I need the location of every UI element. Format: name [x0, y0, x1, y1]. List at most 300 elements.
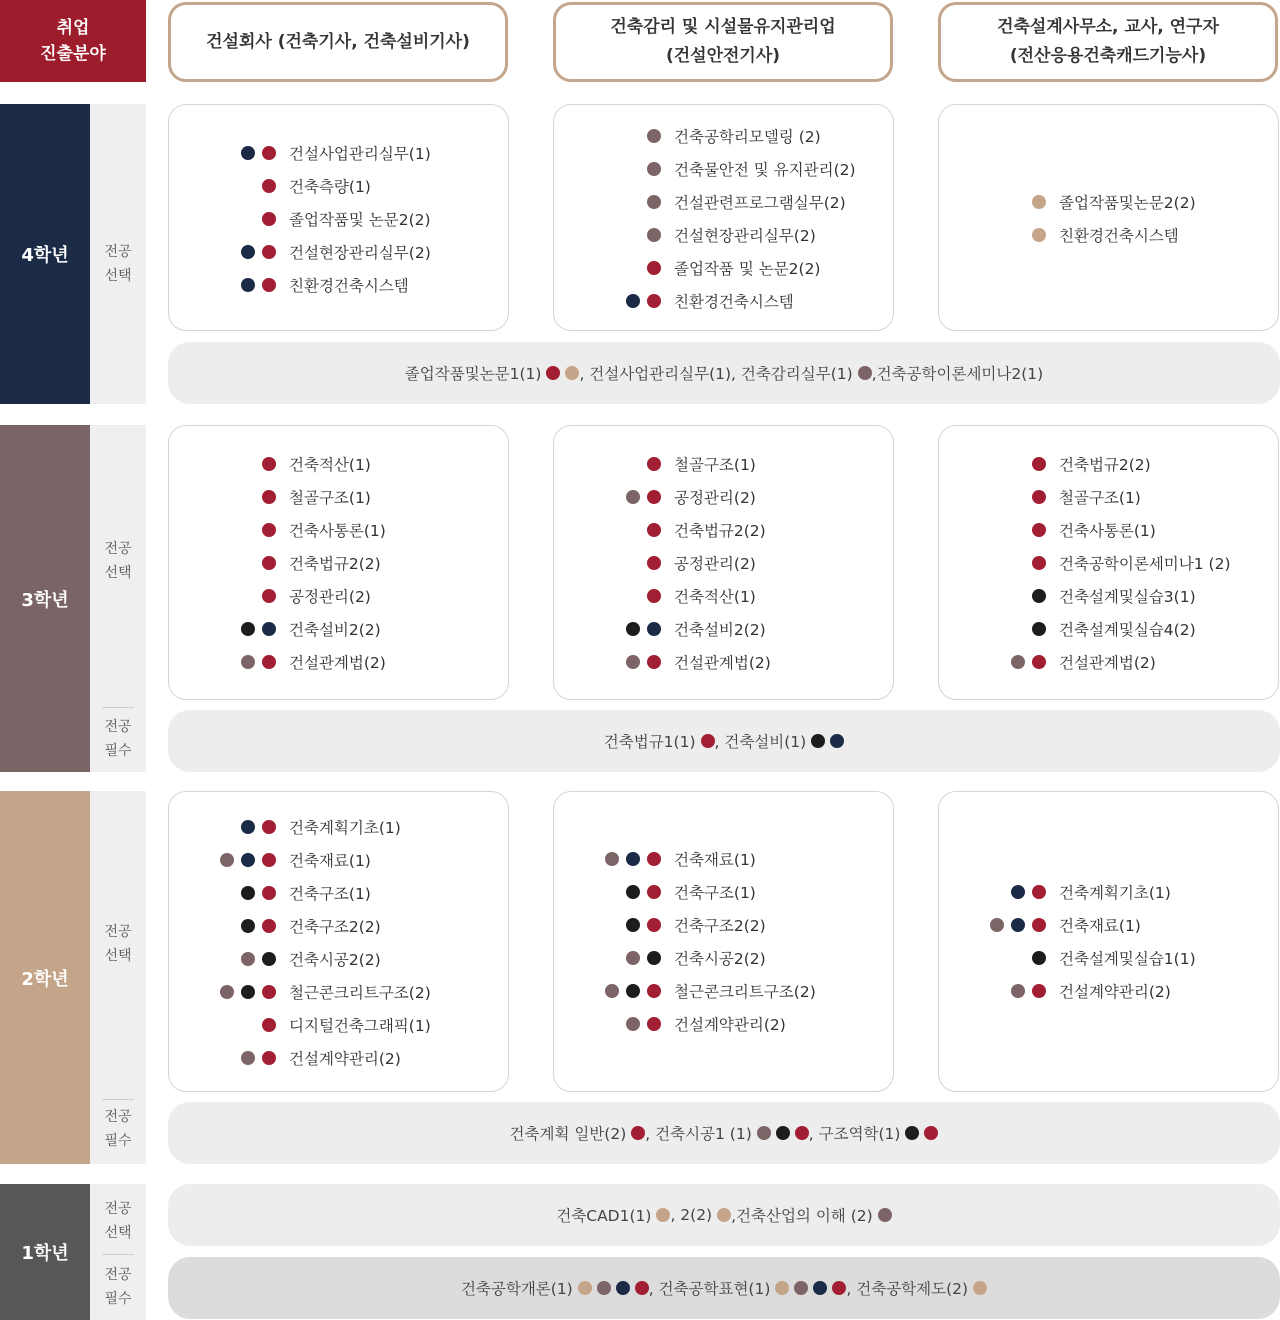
red-dot-icon [795, 1126, 809, 1140]
course-name: 공정관리(2) [289, 588, 371, 606]
field-construction-company [168, 2, 508, 82]
course-item [289, 514, 386, 546]
course-item [1059, 975, 1171, 1007]
black-dot-icon [1032, 951, 1046, 965]
year-label: 3학년 [21, 589, 69, 611]
mauve-dot-icon [220, 853, 234, 867]
year-1-label [0, 1184, 90, 1320]
black-dot-icon [776, 1126, 790, 1140]
year-3-subcolumn [90, 425, 146, 772]
course-item [674, 843, 756, 875]
course-item [674, 876, 756, 908]
black-dot-icon [241, 886, 255, 900]
course-name: 건축설계및실습4(2) [1059, 621, 1196, 639]
course-name: 건축법규2(2) [674, 522, 766, 540]
course-item [289, 943, 381, 975]
course-name: 건축계획기초(1) [1059, 884, 1171, 902]
course-name: ,건축공학이론세미나2(1) [871, 365, 1044, 383]
course-item [289, 976, 431, 1008]
course-segment [645, 1122, 809, 1144]
course-track-dots [619, 909, 674, 941]
course-item [1059, 613, 1196, 645]
course-item [674, 547, 756, 579]
red-dot-icon [262, 886, 276, 900]
course-item [674, 153, 856, 185]
mauve-dot-icon [626, 1017, 640, 1031]
course-name: 건축사통론(1) [289, 522, 386, 540]
red-dot-icon [647, 261, 661, 275]
course-item [289, 448, 371, 480]
black-dot-icon [647, 951, 661, 965]
course-name: 건축법규1(1) [603, 733, 696, 751]
course-track-dots [255, 580, 289, 612]
course-name: 건설현장관리실무(2) [674, 227, 816, 245]
course-track-dots [1004, 876, 1059, 908]
course-name: 건축법규2(2) [289, 555, 381, 573]
black-dot-icon [626, 885, 640, 899]
course-name: 건축측량(1) [289, 178, 371, 196]
red-dot-icon [647, 918, 661, 932]
mauve-dot-icon [858, 366, 872, 380]
red-dot-icon [1032, 490, 1046, 504]
black-dot-icon [626, 984, 640, 998]
major-required-label: 전공 필수 [104, 1109, 132, 1149]
course-name: 건설사업관리실무(1) [289, 145, 431, 163]
course-item [289, 646, 386, 678]
red-dot-icon [262, 146, 276, 160]
mauve-dot-icon [626, 655, 640, 669]
mauve-dot-icon [241, 655, 255, 669]
year-label: 4학년 [21, 245, 69, 266]
red-dot-icon [647, 294, 661, 308]
mauve-dot-icon [220, 985, 234, 999]
mauve-dot-icon [647, 228, 661, 242]
course-name: 건축설계및실습1(1) [1059, 950, 1196, 968]
course-track-dots [255, 448, 289, 480]
year-2-required-bar [168, 1102, 1280, 1164]
year-4-card-construction [168, 104, 509, 331]
course-item [289, 1042, 401, 1074]
course-track-dots [619, 613, 674, 645]
course-track-dots [213, 976, 289, 1008]
course-item [1059, 942, 1196, 974]
divider [102, 1099, 134, 1100]
course-item [289, 203, 431, 235]
course-name: 건축설계및실습3(1) [1059, 588, 1196, 606]
course-name: 건설관계법(2) [1059, 654, 1156, 672]
course-name: 디지털건축그래픽(1) [289, 1017, 431, 1035]
red-dot-icon [647, 556, 661, 570]
course-track-dots [619, 1008, 674, 1040]
course-name: 건축적산(1) [674, 588, 756, 606]
red-dot-icon [262, 919, 276, 933]
course-track-dots [1025, 448, 1059, 480]
red-dot-icon [262, 212, 276, 226]
navy-dot-icon [813, 1281, 827, 1295]
course-track-dots [234, 236, 289, 268]
red-dot-icon [1032, 984, 1046, 998]
red-dot-icon [647, 852, 661, 866]
course-track-dots [1004, 975, 1059, 1007]
red-dot-icon [1032, 556, 1046, 570]
course-name: 건축공학개론(1) [460, 1280, 573, 1298]
field-title: 건축감리 및 시설물유지관리업 [610, 17, 836, 37]
course-segment [670, 1206, 731, 1224]
black-dot-icon [241, 622, 255, 636]
course-name: 건설현장관리실무(2) [289, 244, 431, 262]
field-supervision-maintenance [553, 2, 893, 82]
course-track-dots [1025, 942, 1059, 974]
course-name: 철골구조(1) [674, 456, 756, 474]
course-item [289, 844, 371, 876]
year-1-elective-bar [168, 1184, 1280, 1246]
course-item [289, 811, 401, 843]
red-dot-icon [262, 985, 276, 999]
course-name: 공정관리(2) [674, 489, 756, 507]
course-segment [649, 1277, 847, 1299]
course-segment [604, 730, 715, 752]
course-track-dots [640, 514, 674, 546]
course-name: 건설계약관리(2) [674, 1016, 786, 1034]
red-dot-icon [647, 655, 661, 669]
tan-dot-icon [656, 1208, 670, 1222]
year-3-card-design [938, 425, 1279, 700]
course-name: 건축계획 일반(2) [509, 1125, 627, 1143]
course-track-dots [1025, 514, 1059, 546]
black-dot-icon [811, 734, 825, 748]
major-elective-label: 전공 선택 [104, 541, 132, 581]
field-subtitle: (전산응용건축캐드기능사) [1009, 46, 1207, 66]
course-name: 건설계약관리(2) [289, 1050, 401, 1068]
mauve-dot-icon [626, 490, 640, 504]
course-item [1059, 580, 1196, 612]
navy-dot-icon [647, 622, 661, 636]
major-elective-label: 전공 선택 [104, 924, 132, 964]
course-name: 건축계획기초(1) [289, 819, 401, 837]
black-dot-icon [1032, 589, 1046, 603]
year-3-label [0, 425, 90, 772]
field-title: 건설회사 (건축기사, 건축설비기사) [206, 31, 470, 52]
course-track-dots [598, 975, 674, 1007]
course-name: 건축시공2(2) [674, 950, 766, 968]
red-dot-icon [647, 457, 661, 471]
black-dot-icon [1032, 622, 1046, 636]
mauve-dot-icon [605, 984, 619, 998]
course-track-dots [213, 844, 289, 876]
course-name: ,건축산업의 이해 (2) [731, 1207, 873, 1225]
course-name: 졸업작품 및 논문2(2) [674, 260, 821, 278]
course-name: 철골구조(1) [289, 489, 371, 507]
course-track-dots [1025, 186, 1059, 218]
course-item [289, 481, 371, 513]
year-4-card-supervision [553, 104, 894, 331]
course-item [674, 613, 766, 645]
tan-dot-icon [565, 366, 579, 380]
mauve-dot-icon [1011, 984, 1025, 998]
navy-dot-icon [241, 278, 255, 292]
navy-dot-icon [1011, 885, 1025, 899]
red-dot-icon [924, 1126, 938, 1140]
red-dot-icon [262, 179, 276, 193]
black-dot-icon [241, 985, 255, 999]
mauve-dot-icon [241, 952, 255, 966]
navy-dot-icon [1011, 918, 1025, 932]
year-4-label [0, 104, 90, 404]
black-dot-icon [626, 622, 640, 636]
course-item [1059, 909, 1141, 941]
course-item [1059, 876, 1171, 908]
navy-dot-icon [626, 294, 640, 308]
course-track-dots [640, 219, 674, 251]
course-segment [556, 1204, 670, 1226]
year-1-required-bar [168, 1257, 1280, 1319]
course-item [674, 1008, 786, 1040]
year-2-card-supervision [553, 791, 894, 1092]
mauve-dot-icon [757, 1126, 771, 1140]
course-track-dots [234, 877, 289, 909]
course-track-dots [234, 646, 289, 678]
course-track-dots [255, 203, 289, 235]
course-name: , 구조역학(1) [808, 1125, 901, 1143]
red-dot-icon [1032, 523, 1046, 537]
course-item [674, 448, 756, 480]
major-required-label: 전공 필수 [104, 719, 132, 759]
course-name: 철골구조(1) [1059, 489, 1141, 507]
course-item [674, 120, 821, 152]
course-item [1059, 514, 1156, 546]
red-dot-icon [647, 885, 661, 899]
red-dot-icon [262, 490, 276, 504]
course-name: , 건축설비(1) [714, 733, 807, 751]
red-dot-icon [647, 589, 661, 603]
black-dot-icon [241, 919, 255, 933]
course-item [289, 137, 431, 169]
course-name: 건설관계법(2) [289, 654, 386, 672]
course-track-dots [640, 448, 674, 480]
course-item [289, 580, 371, 612]
major-required-label: 전공 필수 [104, 1267, 132, 1307]
course-name: 친환경건축시스템 [674, 293, 794, 311]
mauve-dot-icon [878, 1208, 892, 1222]
red-dot-icon [262, 278, 276, 292]
field-design-office [938, 2, 1278, 82]
course-track-dots [640, 580, 674, 612]
year-4-card-design [938, 104, 1279, 331]
course-name: , 건축공학제도(2) [846, 1280, 969, 1298]
black-dot-icon [905, 1126, 919, 1140]
course-item [674, 975, 816, 1007]
year-4-common-elective-bar [168, 342, 1280, 404]
tan-dot-icon [1032, 195, 1046, 209]
course-track-dots [255, 514, 289, 546]
course-segment [510, 1122, 646, 1144]
course-track-dots [1025, 547, 1059, 579]
red-dot-icon [262, 655, 276, 669]
course-name: 친환경건축시스템 [289, 277, 409, 295]
red-dot-icon [647, 523, 661, 537]
course-item [674, 942, 766, 974]
course-name: 건축공학리모델링 (2) [674, 128, 821, 146]
course-name: 건축CAD1(1) [556, 1207, 652, 1225]
course-name: 건축사통론(1) [1059, 522, 1156, 540]
black-dot-icon [626, 918, 640, 932]
course-name: 건축법규2(2) [1059, 456, 1151, 474]
course-track-dots [1025, 481, 1059, 513]
course-track-dots [1025, 580, 1059, 612]
year-3-required-bar [168, 710, 1280, 772]
course-name: , 2(2) [670, 1206, 713, 1224]
year-4-subcolumn [90, 104, 146, 404]
course-name: 철근콘크리트구조(2) [289, 984, 431, 1002]
course-item [289, 613, 381, 645]
course-item [289, 910, 381, 942]
course-track-dots [255, 170, 289, 202]
navy-dot-icon [262, 622, 276, 636]
navy-dot-icon [241, 245, 255, 259]
course-name: 철근콘크리트구조(2) [674, 983, 816, 1001]
course-segment [872, 362, 1044, 384]
red-dot-icon [647, 984, 661, 998]
course-item [1059, 448, 1151, 480]
mauve-dot-icon [605, 852, 619, 866]
red-dot-icon [701, 734, 715, 748]
course-item [1059, 481, 1141, 513]
divider [102, 1254, 134, 1255]
year-3-card-construction [168, 425, 509, 700]
course-track-dots [640, 547, 674, 579]
course-name: 공정관리(2) [674, 555, 756, 573]
red-dot-icon [1032, 885, 1046, 899]
course-item [674, 481, 756, 513]
course-track-dots [619, 876, 674, 908]
red-dot-icon [262, 1018, 276, 1032]
course-name: 건축재료(1) [1059, 917, 1141, 935]
mauve-dot-icon [647, 195, 661, 209]
course-name: 건축구조2(2) [674, 917, 766, 935]
course-segment [579, 362, 871, 384]
black-dot-icon [262, 952, 276, 966]
year-2-label [0, 791, 90, 1164]
course-name: 건축공학이론세미나1 (2) [1059, 555, 1231, 573]
mauve-dot-icon [647, 162, 661, 176]
course-item [674, 252, 820, 284]
course-segment [461, 1277, 649, 1299]
course-track-dots [255, 1009, 289, 1041]
course-track-dots [255, 481, 289, 513]
course-track-dots [640, 153, 674, 185]
course-name: 졸업작품및논문2(2) [1059, 194, 1196, 212]
year-2-subcolumn [90, 791, 146, 1164]
tan-dot-icon [717, 1208, 731, 1222]
navy-dot-icon [830, 734, 844, 748]
course-track-dots [234, 910, 289, 942]
career-field-label-line2: 진출분야 [40, 44, 106, 64]
tan-dot-icon [775, 1281, 789, 1295]
course-item [289, 547, 381, 579]
red-dot-icon [635, 1281, 649, 1295]
red-dot-icon [832, 1281, 846, 1295]
course-track-dots [234, 137, 289, 169]
course-name: 건설관련프로그램실무(2) [674, 194, 846, 212]
career-field-label [0, 0, 146, 82]
mauve-dot-icon [241, 1051, 255, 1065]
course-item [674, 580, 756, 612]
course-name: 건축적산(1) [289, 456, 371, 474]
divider [102, 707, 134, 708]
course-track-dots [1025, 219, 1059, 251]
red-dot-icon [262, 853, 276, 867]
year-2-card-design [938, 791, 1279, 1092]
red-dot-icon [546, 366, 560, 380]
course-track-dots [234, 1042, 289, 1074]
course-item [674, 909, 766, 941]
major-elective-label: 전공 선택 [104, 1201, 132, 1241]
course-track-dots [598, 843, 674, 875]
course-item [1059, 186, 1196, 218]
mauve-dot-icon [647, 129, 661, 143]
course-name: 졸업작품및 논문2(2) [289, 211, 431, 229]
course-item [674, 186, 846, 218]
course-track-dots [983, 909, 1059, 941]
course-segment [846, 1277, 987, 1299]
course-item [1059, 646, 1156, 678]
course-segment [715, 730, 845, 752]
red-dot-icon [262, 523, 276, 537]
red-dot-icon [262, 245, 276, 259]
red-dot-icon [262, 820, 276, 834]
red-dot-icon [1032, 655, 1046, 669]
course-track-dots [640, 120, 674, 152]
major-elective-label: 전공 선택 [104, 244, 132, 284]
navy-dot-icon [626, 852, 640, 866]
course-name: , 건축시공1 (1) [645, 1125, 752, 1143]
red-dot-icon [1032, 457, 1046, 471]
navy-dot-icon [241, 820, 255, 834]
course-name: 건축구조(1) [674, 884, 756, 902]
course-name: , 건축공학표현(1) [648, 1280, 771, 1298]
mauve-dot-icon [794, 1281, 808, 1295]
course-item [674, 514, 766, 546]
navy-dot-icon [241, 146, 255, 160]
course-segment [405, 362, 580, 384]
course-track-dots [640, 252, 674, 284]
course-item [674, 646, 771, 678]
course-item [289, 877, 371, 909]
field-subtitle: (건설안전기사) [665, 46, 781, 66]
course-item [674, 219, 816, 251]
course-name: 건설관계법(2) [674, 654, 771, 672]
course-segment [809, 1122, 939, 1144]
course-item [1059, 547, 1231, 579]
course-name: 친환경건축시스템 [1059, 227, 1179, 245]
course-track-dots [640, 186, 674, 218]
course-track-dots [255, 547, 289, 579]
red-dot-icon [262, 457, 276, 471]
year-label: 2학년 [21, 968, 69, 990]
course-track-dots [619, 646, 674, 678]
navy-dot-icon [241, 853, 255, 867]
tan-dot-icon [578, 1281, 592, 1295]
red-dot-icon [647, 1017, 661, 1031]
course-segment [731, 1204, 892, 1226]
mauve-dot-icon [990, 918, 1004, 932]
course-name: 졸업작품및논문1(1) [404, 365, 542, 383]
course-item [289, 1009, 431, 1041]
navy-dot-icon [616, 1281, 630, 1295]
course-track-dots [234, 613, 289, 645]
field-title: 건축설계사무소, 교사, 연구자 [997, 17, 1219, 37]
red-dot-icon [262, 556, 276, 570]
